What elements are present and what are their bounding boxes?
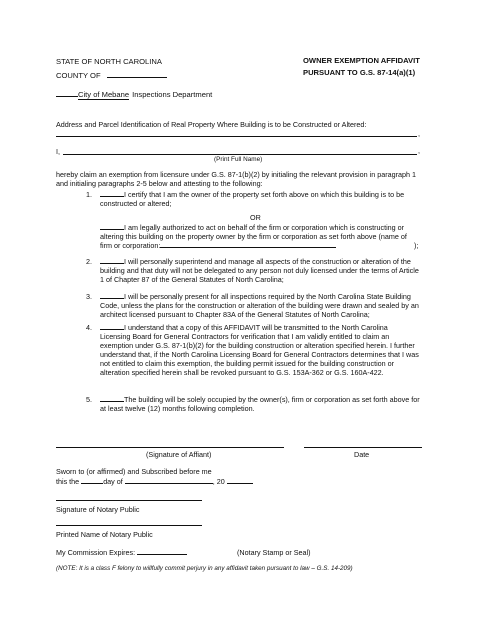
provision-number: 3. (86, 292, 92, 301)
intro-text: hereby claim an exemption from licensure under G.S. 87-1(b)(2) by initialing the relevant provision in paragraph 1 and initialing paragraphs 2-5 below and attesting to the following: (56, 170, 416, 188)
address-label: Address and Parcel Identification of Real Property Where Building is to be Constructed or Altered: (56, 120, 367, 129)
provision-text: I will personally superintend and manage all aspects of the construction or alteration of the building and that duty will not be delegated to any person not duly licensed under the terms of Article 1 of Chapter 87 of the General Statutes of North Carolina; (100, 257, 419, 284)
commission-label: My Commission Expires: (56, 548, 136, 557)
sworn-text: Sworn to (or affirmed) and Subscribed before me (56, 467, 212, 476)
provision-text: I certify that I am the owner of the property set forth above on which this building is to be constructed or altered; (100, 190, 405, 208)
date-field[interactable] (304, 447, 422, 448)
county-row (56, 71, 167, 80)
provision-text: The building will be solely occupied by the owner(s), firm or corporation as set forth above for at least twelve (12) months following completion. (100, 395, 420, 413)
notary-signature-label: Signature of Notary Public (56, 505, 140, 514)
provision-number: 2. (86, 257, 92, 266)
provision-2 (86, 257, 420, 284)
initials-field[interactable] (100, 195, 124, 197)
notary-printed-name-field[interactable] (56, 525, 202, 526)
provision-number: 5. (86, 395, 92, 404)
month-field[interactable] (125, 482, 213, 484)
commission-row (56, 548, 187, 557)
county-label: COUNTY OF (56, 71, 101, 80)
initials-field[interactable] (100, 328, 124, 330)
or-label: OR (250, 213, 261, 222)
provision-text: I understand that a copy of this AFFIDAVIT will be transmitted to the North Carolina Licensing Board for General Contractors for verification that I am validly entitled to claim an exemption under G.S. 87-1(b)(2) for the building construction or alteration specified herein. I further understand that, if the North Carolina Licensing Board for General Contractors determines that I was not entitled to claim this exemption, the building permit issued for the building construction or alteration specified herein shall be revoked pursuant to G.S. 153A-362 or G.S. 160A-422. (100, 323, 419, 377)
provision-tail: ); (414, 241, 419, 250)
year-label: , 20 (212, 477, 225, 486)
affiant-signature-field[interactable] (56, 447, 284, 448)
initials-field[interactable] (100, 400, 124, 402)
date-caption: Date (354, 450, 370, 459)
city-row (56, 88, 212, 99)
name-prefix: I, (56, 147, 60, 156)
address-field[interactable] (56, 136, 417, 137)
provision-1 (86, 190, 420, 208)
initials-field[interactable] (100, 228, 124, 230)
state-label: STATE OF NORTH CAROLINA (56, 57, 162, 66)
address-comma: , (418, 129, 420, 138)
notary-signature-field[interactable] (56, 500, 202, 501)
affidavit-title: OWNER EXEMPTION AFFIDAVIT (303, 56, 420, 65)
perjury-note: (NOTE: It is a class F felony to willfully commit perjury in any affidavit taken pursuant to law – G.S. 14-209) (56, 565, 353, 572)
this-the-label: this the (56, 477, 80, 486)
city-name: City of Mebane (78, 90, 130, 99)
day-field[interactable] (81, 482, 103, 484)
year-field[interactable] (227, 482, 253, 484)
provision-3 (86, 292, 420, 319)
firm-name-field[interactable] (160, 246, 336, 248)
provision-4 (86, 323, 420, 377)
provision-5 (86, 395, 420, 413)
print-name-caption: (Print Full Name) (214, 156, 263, 163)
affidavit-statute: PURSUANT TO G.S. 87-14(a)(1) (303, 68, 416, 77)
provision-number: 1. (86, 190, 92, 199)
provision-1-alt (100, 223, 420, 250)
provision-number: 4. (86, 323, 92, 332)
affiant-signature-caption: (Signature of Affiant) (146, 450, 212, 459)
notary-printed-name-label: Printed Name of Notary Public (56, 530, 153, 539)
provision-text: I will be personally present for all inspections required by the North Carolina State Building Code, unless the plans for the construction or alteration of the building were drawn and sealed by an architect licensed pursuant to Chapter 83A of the General Statutes of North Carolina; (100, 292, 419, 319)
commission-expires-field[interactable] (137, 553, 187, 555)
sworn-date-row (56, 477, 253, 486)
city-underline (56, 88, 78, 97)
full-name-field[interactable] (63, 154, 417, 155)
initials-field[interactable] (100, 262, 124, 264)
department-label: Inspections Department (132, 90, 213, 99)
provision-text: I am legally authorized to act on behalf of the firm or corporation which is constructing or altering this building on the property owner by the firm or corporation as set forth above (name of firm or corporation: (100, 223, 407, 250)
notary-stamp-label: (Notary Stamp or Seal) (237, 548, 311, 557)
county-field[interactable] (107, 76, 167, 78)
initials-field[interactable] (100, 297, 124, 299)
name-comma: , (418, 146, 420, 155)
day-of-label: day of (103, 477, 123, 486)
